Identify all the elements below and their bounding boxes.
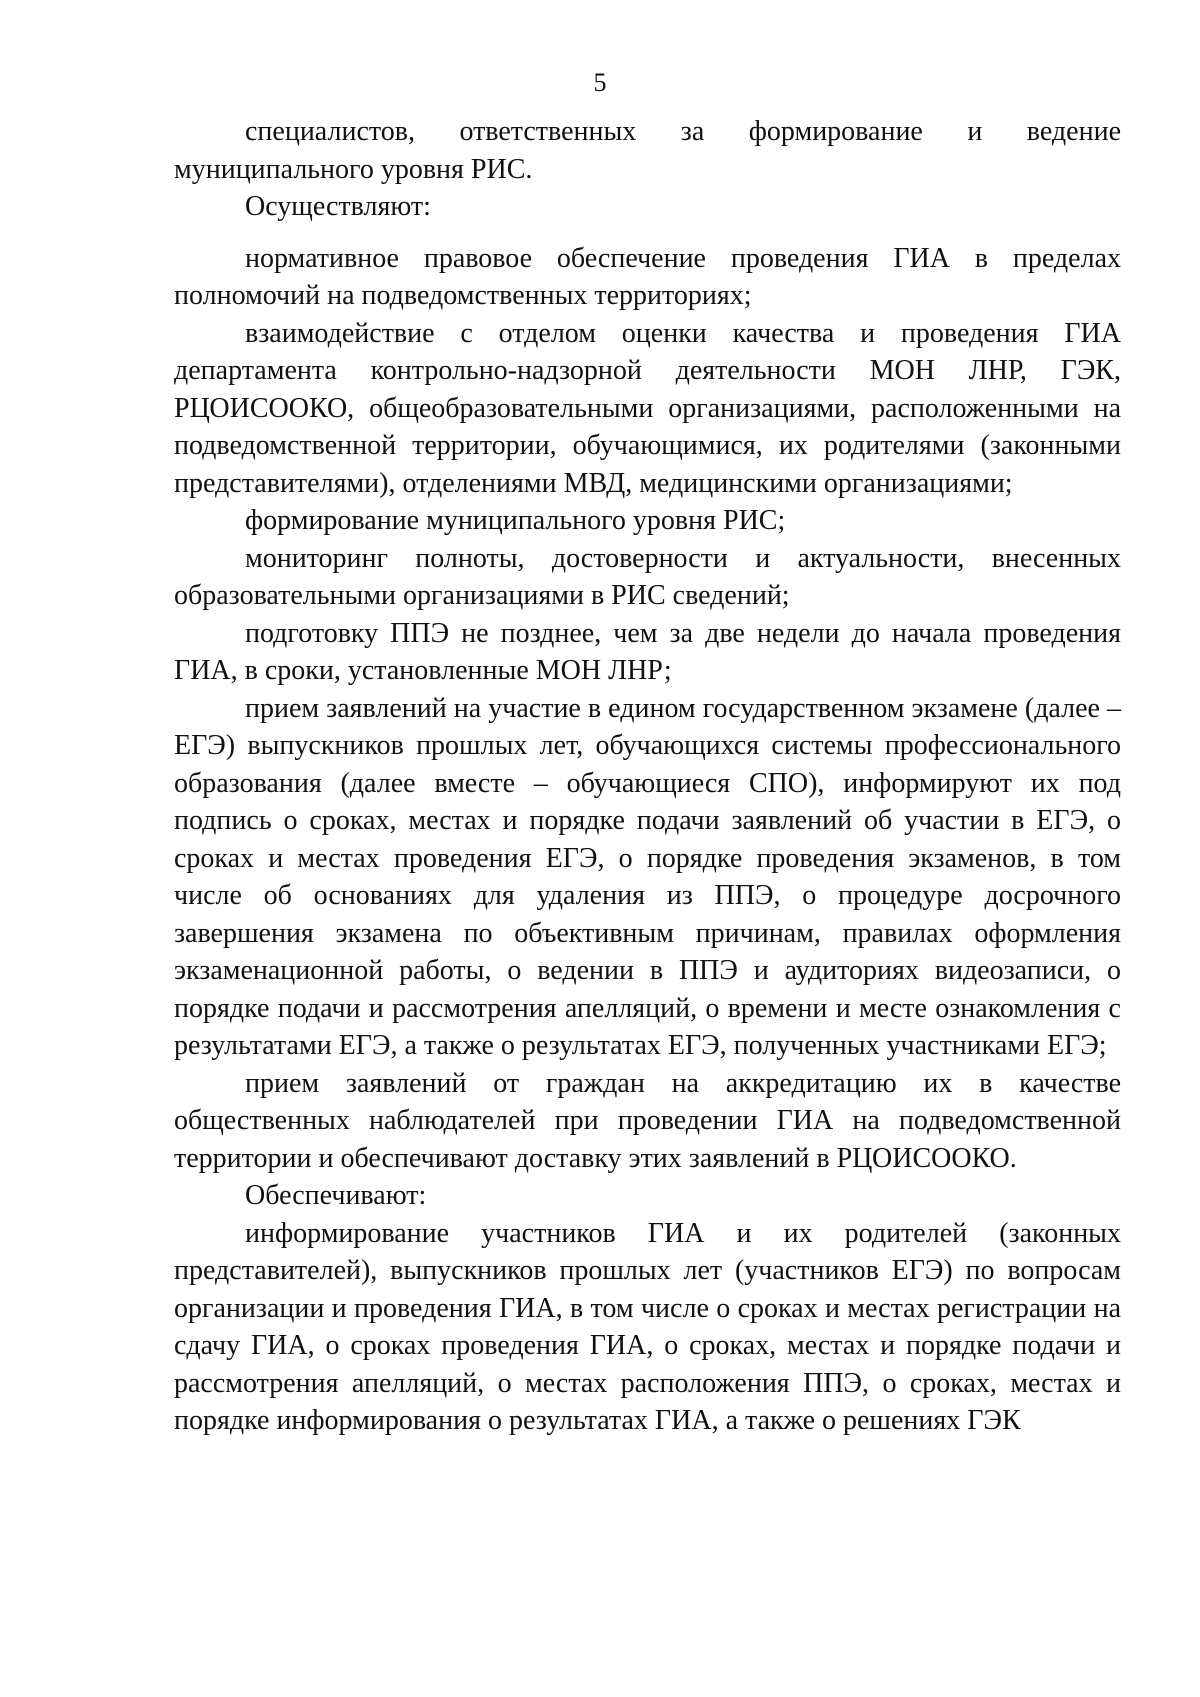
paragraph-normative-support: нормативное правовое обеспечение проведения ГИА в пределах полномочий на подведомственных территориях; [174, 242, 1121, 311]
page-number: 5 [593, 68, 607, 97]
paragraph-provide-heading: Обеспечивают: [245, 1180, 427, 1211]
paragraph-ris-formation: формирование муниципального уровня РИС; [245, 505, 786, 536]
paragraph-ege-applications: прием заявлений на участие в едином государственном экзамене (далее – ЕГЭ) выпускников прошлых лет, обучающихся системы профессионального образования (далее вместе – обучающиеся СПО), информируют их под подпись о сроках, местах и порядке подачи заявлений об участии в ЕГЭ, о сроках и местах проведения ЕГЭ, о порядке проведения экзаменов, в том числе об основаниях для удаления из ППЭ, о процедуре досрочного завершения экзамена по объективным причинам, правилах оформления экзаменационной работы, о ведении в ППЭ и аудиториях видеозаписи, о порядке подачи и рассмотрения апелляций, о времени и месте ознакомления с результатами ЕГЭ, а также о результатах ЕГЭ, полученных участниками ЕГЭ; [174, 692, 1121, 1061]
paragraph-informing-participants: информирование участников ГИА и их родителей (законных представителей), выпускников прошлых лет (участников ЕГЭ) по вопросам организации и проведения ГИА, в том числе о сроках и местах регистрации на сдачу ГИА, о сроках проведения ГИА, о сроках, местах и порядке подачи и рассмотрения апелляций, о местах расположения ППЭ, о сроках, местах и порядке информирования о результатах ГИА, а также о решениях ГЭК [174, 1217, 1121, 1436]
paragraph-specialists-continuation: специалистов, ответственных за формирование и ведение муниципального уровня РИС. [174, 116, 1121, 185]
document-body [174, 113, 1121, 1440]
paragraph-observer-applications: прием заявлений от граждан на аккредитацию их в качестве общественных наблюдателей при проведении ГИА на подведомственной территории и обеспечивают доставку этих заявлений в РЦОИСООКО. [174, 1067, 1121, 1174]
paragraph-carry-out-heading: Осуществляют: [245, 191, 431, 222]
paragraph-interaction: взаимодействие с отделом оценки качества и проведения ГИА департамента контрольно-надзорной деятельности МОН ЛНР, ГЭК, РЦОИСООКО, общеобразовательными организациями, расположенными на подведомственной территории, обучающимися, их родителями (законными представителями), отделениями МВД, медицинскими организациями; [174, 317, 1121, 499]
paragraph-ppe-preparation: подготовку ППЭ не позднее, чем за две недели до начала проведения ГИА, в сроки, установленные МОН ЛНР; [174, 617, 1121, 686]
paragraph-monitoring: мониторинг полноты, достоверности и актуальности, внесенных образовательными организациями в РИС сведений; [174, 542, 1121, 611]
